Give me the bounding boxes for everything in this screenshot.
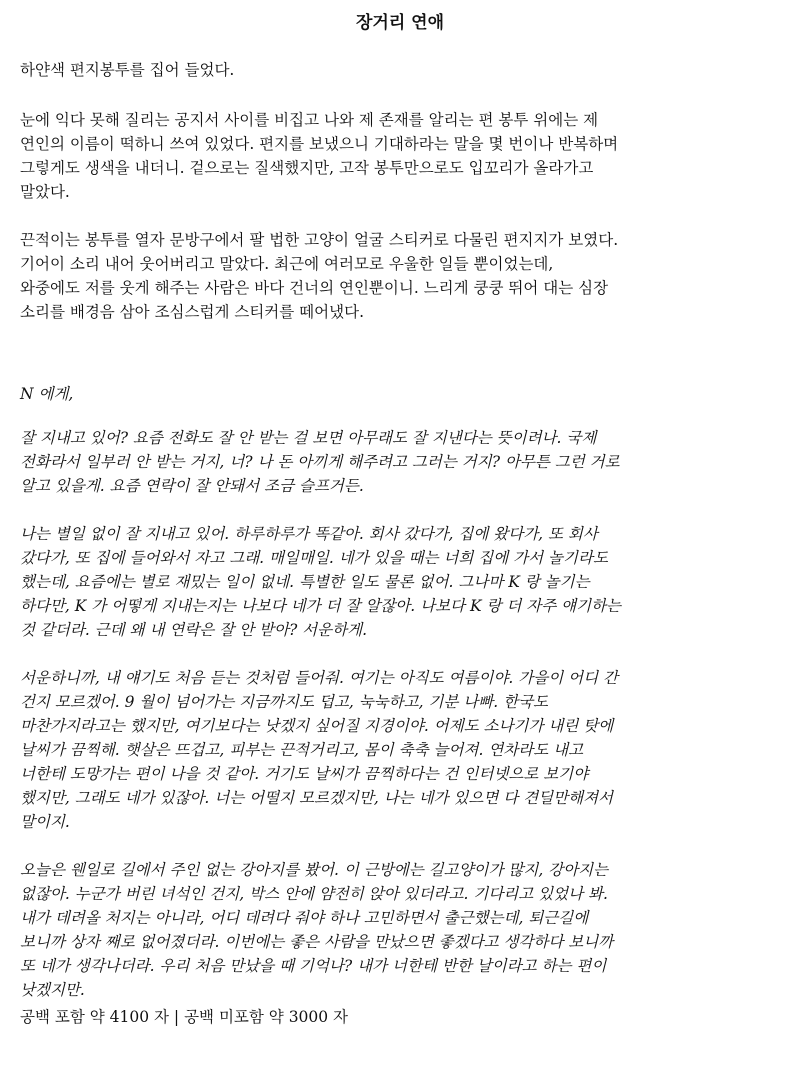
text-line: 날씨가 끔찍해. 햇살은 뜨겁고, 피부는 끈적거리고, 몸이 축축 늘어져. 연차라도 내고 (20, 741, 584, 759)
text-line: 했는데, 요즘에는 별로 재밌는 일이 없네. 특별한 일도 물론 없어. 그나마 K 랑 놀기는 (20, 573, 590, 591)
text-line: 소리를 배경음 삼아 조심스럽게 스티커를 떼어냈다. (20, 303, 364, 321)
text-line: 했지만, 그래도 네가 있잖아. 너는 어떨지 모르겠지만, 나는 네가 있으면 다 견딜만해져서 (20, 789, 614, 807)
text-line: 하다만, K 가 어떻게 지내는지는 나보다 네가 더 잘 알잖아. 나보다 K 랑 더 자주 얘기하는 (20, 597, 622, 615)
text-line: 전화라서 일부러 안 받는 거지, 너? 나 돈 아끼게 해주려고 그러는 거지? 아무튼 그런 거로 (20, 453, 620, 471)
text-line: 연인의 이름이 떡하니 쓰여 있었다. 편지를 보냈으니 기대하라는 말을 몇 번이나 반복하며 (20, 135, 619, 153)
letter-salutation (20, 382, 780, 406)
document-page (20, 10, 780, 1028)
narration-paragraph-1 (20, 58, 780, 82)
letter-paragraph-1 (20, 426, 780, 498)
letter-paragraph-3 (20, 666, 780, 834)
text-line: 나는 별일 없이 잘 지내고 있어. 하루하루가 똑같아. 회사 갔다가, 집에 왔다가, 또 회사 (20, 525, 598, 543)
text-line: 잘 지내고 있어? 요즘 전화도 잘 안 받는 걸 보면 아무래도 잘 지낸다는 뜻이려나. 국제 (20, 429, 597, 447)
text-line: 하얀색 편지봉투를 집어 들었다. (20, 61, 235, 79)
letter-paragraph-2 (20, 522, 780, 642)
letter-paragraph-4 (20, 858, 780, 1002)
text-line: 건지 모르겠어. 9 월이 넘어가는 지금까지도 덥고, 눅눅하고, 기분 나빠. 한국도 (20, 693, 549, 711)
text-line: 그렇게도 생색을 내더니. 겉으로는 질색했지만, 고작 봉투만으로도 입꼬리가 올라가고 (20, 159, 594, 177)
text-line: 말이지. (20, 813, 70, 831)
narration-paragraph-2 (20, 108, 780, 204)
text-line: 없잖아. 누군가 버린 녀석인 건지, 박스 안에 얌전히 앉아 있더라고. 기다리고 있었나 봐. (20, 885, 608, 903)
letter-section (20, 382, 780, 1002)
text-line: 알고 있을게. 요즘 연락이 잘 안돼서 조금 슬프거든. (20, 477, 364, 495)
text-line: 또 네가 생각나더라. 우리 처음 만났을 때 기억나? 내가 너한테 반한 날이라고 하는 편이 (20, 957, 607, 975)
text-line: N 에게, (20, 385, 74, 403)
text-line: 갔다가, 또 집에 들어와서 자고 그래. 매일매일. 네가 있을 때는 너희 집에 가서 놀기라도 (20, 549, 608, 567)
text-line: 너한테 도망가는 편이 나을 것 같아. 거기도 날씨가 끔찍하다는 건 인터넷으로 보기야 (20, 765, 589, 783)
text-line: 서운하니까, 내 얘기도 처음 듣는 것처럼 들어줘. 여기는 아직도 여름이야. 가을이 어디 간 (20, 669, 618, 687)
narration-section (20, 58, 780, 324)
text-line: 말았다. (20, 183, 70, 201)
text-line: 보니까 상자 째로 없어졌더라. 이번에는 좋은 사람을 만났으면 좋겠다고 생각하다 보니까 (20, 933, 614, 951)
text-line: 마찬가지라고는 했지만, 여기보다는 낫겠지 싶어질 지경이야. 어제도 소나기가 내린 탓에 (20, 717, 614, 735)
text-line: 눈에 익다 못해 질리는 공지서 사이를 비집고 나와 제 존재를 알리는 편 봉투 위에는 제 (20, 111, 599, 129)
text-line: 와중에도 저를 웃게 해주는 사람은 바다 건너의 연인뿐이니. 느리게 쿵쿵 뛰어 대는 심장 (20, 279, 609, 297)
text-line: 오늘은 웬일로 길에서 주인 없는 강아지를 봤어. 이 근방에는 길고양이가 많지, 강아지는 (20, 861, 609, 879)
text-line: 끈적이는 봉투를 열자 문방구에서 팔 법한 고양이 얼굴 스티커로 다물린 편지지가 보였다. (20, 231, 619, 249)
text-line: 것 같더라. 근데 왜 내 연락은 잘 안 받아? 서운하게. (20, 621, 367, 639)
text-line: 내가 데려올 처지는 아니라, 어디 데려다 줘야 하나 고민하면서 출근했는데, 퇴근길에 (20, 909, 589, 927)
narration-paragraph-3 (20, 228, 780, 324)
document-title: 장거리 연애 (355, 13, 445, 33)
text-line: 기어이 소리 내어 웃어버리고 말았다. 최근에 여러모로 우울한 일들 뿐이었는데, (20, 255, 554, 273)
text-line: 낫겠지만. (20, 981, 85, 999)
character-count-footer: 공백 포함 약 4100 자 | 공백 미포함 약 3000 자 (20, 1008, 349, 1026)
